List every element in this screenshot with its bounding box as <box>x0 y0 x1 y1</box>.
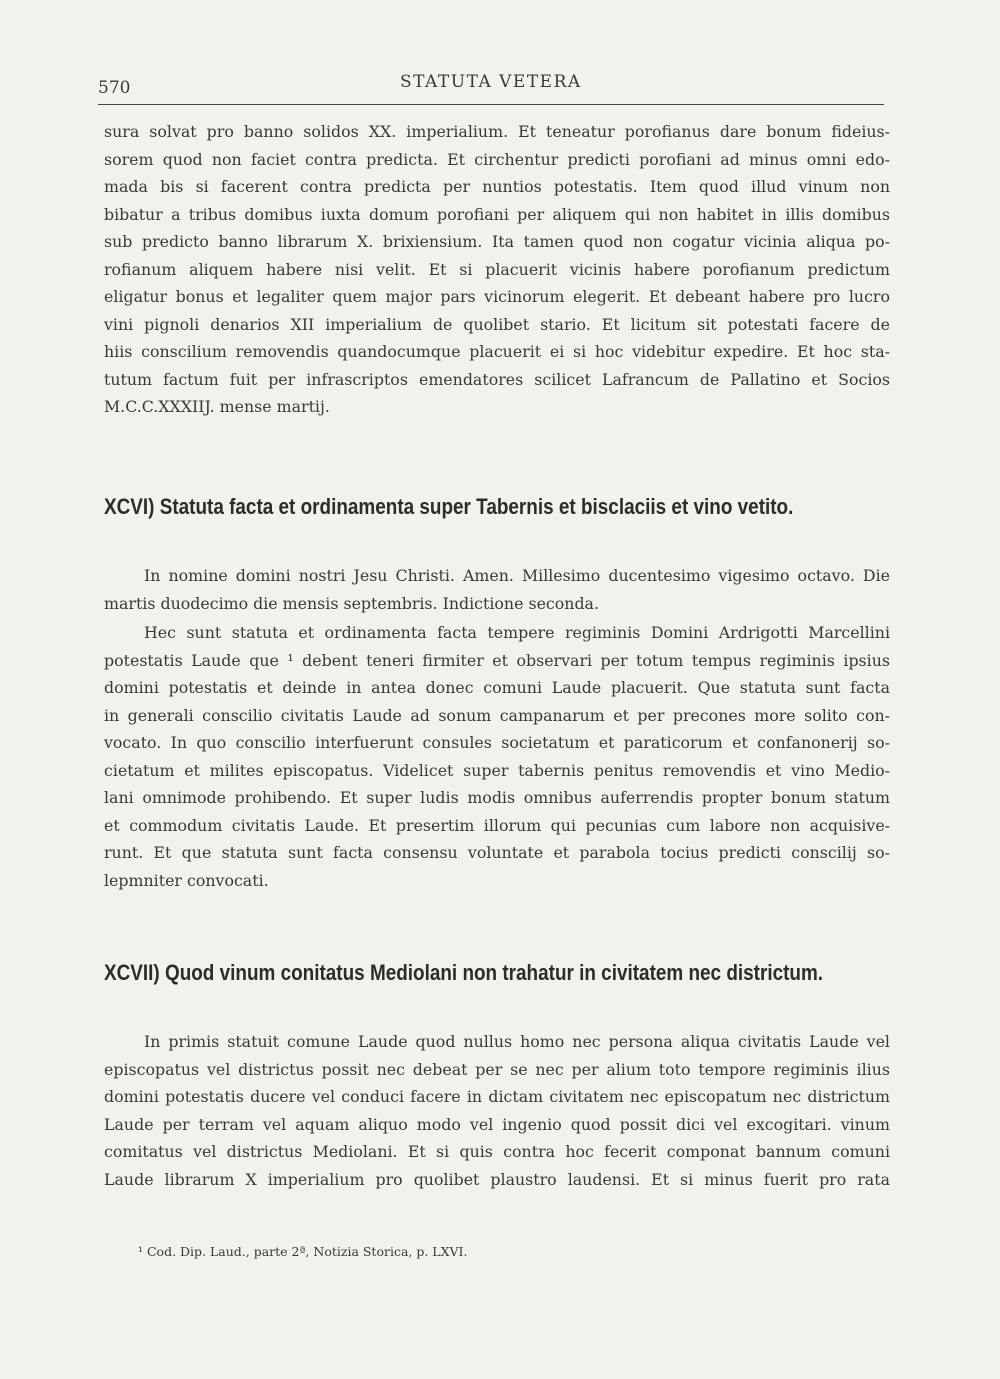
text-line: Hec sunt statuta et ordinamenta facta tempere regiminis Domini Ardrigotti Marcellini <box>144 623 890 642</box>
page-number: 570 <box>98 78 131 98</box>
text-line: tutum factum fuit per infrascriptos emendatores scilicet Lafrancum de Pallatino et Socios <box>104 369 890 389</box>
text-line: domini potestatis ducere vel conduci facere in dictam civitatem nec episcopatum nec districtum <box>104 1087 890 1106</box>
text-line: Laude per terram vel aquam aliquo modo vel ingenio quod possit dici vel excogitari. vinum <box>104 1114 890 1134</box>
text-line: in generali conscilio civitatis Laude ad sonum campanarum et per precones more solito con- <box>104 705 890 725</box>
text-line: martis duodecimo die mensis septembris. Indictione seconda. <box>104 593 599 613</box>
text-line: eligatur bonus et legaliter quem major pars vicinorum elegerit. Et debeant habere pro lucro <box>104 287 890 306</box>
text-line: vini pignoli denarios XII imperialium de quolibet stario. Et licitum sit potestati facere de <box>104 314 890 334</box>
text-line: Laude librarum X imperialium pro quolibet plaustro laudensi. Et si minus fuerit pro rata <box>104 1169 890 1189</box>
section-heading-xcvii: XCVII) Quod vinum conitatus Mediolani non trahatur in civitatem nec districtum. <box>104 960 824 985</box>
text-line: et commodum civitatis Laude. Et presertim illorum qui pecunias cum labore non acquisive- <box>104 815 890 835</box>
text-line: domini potestatis et deinde in antea donec comuni Laude placuerit. Que statuta sunt facta <box>104 678 890 697</box>
text-line: comitatus vel districtus Mediolani. Et si quis contra hoc fecerit componat bannum comuni <box>104 1142 890 1161</box>
text-line: vocato. In quo conscilio interfuerunt consules societatum et paraticorum et confanonerij so- <box>104 733 890 752</box>
text-line: cietatum et milites episcopatus. Videlicet super tabernis penitus removendis et vino Medio- <box>104 760 890 780</box>
text-line: runt. Et que statuta sunt facta consensu voluntate et parabola tocius predicti conscilij so- <box>104 843 890 862</box>
section-xcvii-paragraph-1 <box>104 1028 890 1193</box>
text-line: rofianum aliquem habere nisi velit. Et si placuerit vicinis habere porofianum predictum <box>104 259 890 279</box>
page-header <box>98 72 884 106</box>
continued-paragraph <box>104 118 890 421</box>
text-line: M.C.C.XXXIIJ. mense martij. <box>104 397 330 416</box>
header-rule <box>98 104 884 105</box>
section-heading-xcvi: XCVI) Statuta facta et ordinamenta super Tabernis et bisclaciis et vino vetito. <box>104 494 794 519</box>
text-line: episcopatus vel districtus possit nec debeat per se nec per alium toto tempore regiminis ilius <box>104 1059 890 1079</box>
text-line: hiis conscilium removendis quandocumque placuerit ei si hoc videbitur expedire. Et hoc sta- <box>104 342 890 361</box>
text-line: sorem quod non faciet contra predicta. Et circhentur predicti porofiani ad minus omni edo- <box>104 149 890 169</box>
text-line: lepmniter convocati. <box>104 870 269 890</box>
text-line: lani omnimode prohibendo. Et super ludis modis omnibus auferrendis propter bonum statum <box>104 788 890 807</box>
text-line: sub predicto banno librarum X. brixiensium. Ita tamen quod non cogatur vicinia aliqua po- <box>104 232 890 251</box>
text-line: bibatur a tribus domibus iuxta domum porofiani per aliquem qui non habitet in illis domibus <box>104 204 890 224</box>
section-xcvi-paragraph-2 <box>104 619 890 894</box>
running-title: STATUTA VETERA <box>400 72 582 92</box>
text-line: potestatis Laude que ¹ debent teneri firmiter et observari per totum tempus regiminis ipsius <box>104 650 890 670</box>
text-line: sura solvat pro banno solidos XX. imperialium. Et teneatur porofianus dare bonum fideius- <box>104 122 890 141</box>
text-line: In primis statuit comune Laude quod nullus homo nec persona aliqua civitatis Laude vel <box>144 1032 890 1051</box>
text-line: mada bis si facerent contra predicta per nuntios potestatis. Item quod illud vinum non <box>104 177 890 196</box>
section-xcvi-paragraph-1 <box>104 562 890 617</box>
footnote: ¹ Cod. Dip. Laud., parte 2ª, Notizia Storica, p. LXVI. <box>138 1244 468 1259</box>
text-line: In nomine domini nostri Jesu Christi. Amen. Millesimo ducentesimo vigesimo octavo. Die <box>144 566 890 585</box>
